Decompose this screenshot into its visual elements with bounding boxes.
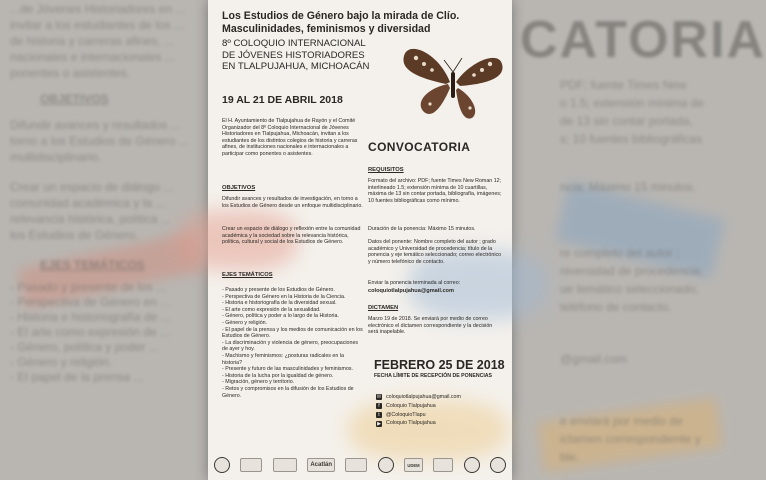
sponsor-logo	[464, 457, 480, 473]
objetivos-text: Difundir avances y resultados de investigación, en torno a los Estudios de Género desde un enfoque multidisciplinario.	[222, 196, 363, 209]
social-links	[376, 393, 506, 428]
social-link-twitter[interactable]	[376, 411, 506, 420]
list-item: - Historia e historiografía de la diversidad sexual.	[222, 300, 364, 307]
background-text-line: - El arte como expresión de ...	[10, 325, 171, 339]
dictamen-heading: DICTAMEN	[368, 305, 399, 311]
sponsor-logo	[433, 458, 453, 472]
poster	[208, 0, 512, 480]
sponsor-logo: Acatlán	[307, 458, 335, 472]
social-text: Coloquio Tlalpujahua	[386, 420, 436, 427]
convocatoria-heading: CONVOCATORIA	[368, 140, 471, 154]
subtitle-line: EN TLALPUJAHUA, MICHOACÁN	[222, 61, 370, 72]
requisitos-heading: REQUISITOS	[368, 167, 404, 173]
requisitos-text: Datos del ponente: Nombre completo del autor ; grado académico y Universidad de procedencia; título de la ponencia y eje temático seleccionado; correo electrónico y número telefónico de contacto.	[368, 239, 502, 265]
objetivos-heading: OBJETIVOS	[222, 185, 256, 191]
sponsor-logo	[345, 458, 367, 472]
background-text-line: invitar a los estudiantes de los ...	[10, 18, 185, 32]
list-item: - Retos y compromisos en la difusión de los Estudios de Género.	[222, 386, 364, 399]
background-text-line: - Pasado y presente de los ...	[10, 280, 167, 294]
background-text-line: ...de Jóvenes Historiadores en ...	[10, 2, 186, 16]
sponsor-logo	[273, 458, 297, 472]
background-text-line: nacionales e internacionales ...	[10, 50, 175, 64]
social-text: Coloquio Tlalpujahua	[386, 402, 436, 409]
background-text-line: torno a los Estudios de Género ...	[10, 134, 189, 148]
contact-email[interactable]: coloquiotlalpujahua@gmail.com	[368, 288, 454, 294]
list-item: - Género y religión.	[222, 320, 364, 327]
background-text-line: comunidad académica y la ...	[10, 196, 166, 210]
event-dates: 19 AL 21 DE ABRIL 2018	[222, 94, 343, 106]
objetivos-text: Crear un espacio de diálogo y reflexión entre la comunidad académica y la sociedad sobre la relevancia histórica, política, cultural y social de los Estudios de Género.	[222, 226, 361, 246]
deadline-subtitle: FECHA LÍMITE DE RECEPCIÓN DE PONENCIAS	[374, 373, 492, 379]
background-text-line: - Perspectiva de Género en ...	[10, 295, 171, 309]
background-text-line: - Historia e historiografía de ...	[10, 310, 171, 324]
background-title: CATORIA	[520, 11, 766, 69]
sponsor-logo	[214, 457, 230, 473]
background-text-line: o 1.5; extensión mínima de	[560, 96, 705, 110]
background-text-line: ponentes o asistentes.	[10, 66, 131, 80]
deadline: FEBRERO 25 DE 2018	[374, 358, 505, 372]
background-text-line: ble.	[560, 450, 580, 464]
social-text: coloquiotlalpujahua@gmail.com	[386, 394, 461, 400]
social-text: @ColoquioTlapu	[386, 411, 426, 418]
background-text-line: EJES TEMÁTICOS	[40, 258, 145, 272]
list-item: - Género, política y poder a lo largo de la Historia.	[222, 313, 364, 320]
mail-icon: ✉	[376, 394, 382, 401]
social-link-youtube[interactable]	[376, 419, 506, 428]
background-text-line: de historia y carreras afines, ...	[10, 34, 175, 48]
social-link-facebook[interactable]	[376, 402, 506, 411]
background-text-line: Difundir avances y resultados ...	[10, 118, 181, 132]
list-item: - Migración, género y territorio.	[222, 379, 364, 386]
subtitle-line: 8º COLOQUIO INTERNACIONAL	[222, 38, 366, 49]
background-text-line: - Género, política y poder ...	[10, 340, 159, 354]
list-item: - Historia de la lucha por la igualdad de género.	[222, 373, 364, 380]
sponsor-logo	[240, 458, 262, 472]
background-text-line: s; 10 fuentes bibliográficas	[560, 132, 703, 146]
butterfly-illustration	[398, 42, 508, 122]
list-item: - Perspectiva de Género en la Historia de la Ciencia.	[222, 294, 364, 301]
intro-paragraph: El H. Ayuntamiento de Tlalpujahua de Rayón y el Comité Organizador del 8º Coloquio Internacional de Jóvenes Historiadores en Tlalpujahua, Michoacán, invitan a los estudiantes de los distintos colegios de historia y carreras afines, de instituciones nacionales e internacionales a participar como ponentes o asistentes.	[222, 118, 358, 157]
background-text-line: ue temático seleccionado;	[560, 282, 699, 296]
requisitos-text: Formato del archivo: PDF; fuente Times New Roman 12; interlineado 1.5; extensión mínima de 10 cuartillas, máxima de 13 sin contar portada, bibliografía, imágenes; 10 fuentes bibliográficas como mínimo.	[368, 178, 502, 204]
list-item: - Machismo y feminismos: ¿posturas radicales en la historia?	[222, 353, 364, 366]
poster-title: Los Estudios de Género bajo la mirada de Clío. Masculinidades, feminismos y diversidad	[222, 10, 460, 35]
dictamen-text: Marzo 19 de 2018. Se enviará por medio de correo electrónico el dictamen correspondiente y la decisión será inapelable.	[368, 316, 493, 336]
background-text-line: - Género y religión.	[10, 355, 113, 369]
sponsor-logo	[490, 457, 506, 473]
background-text-line: re completo del autor ;	[560, 246, 680, 260]
list-item: - Presente y futuro de las masculinidades y feminismos.	[222, 366, 364, 373]
sponsor-logos	[214, 455, 506, 475]
background-text-line: de 13 sin contar portada,	[560, 114, 693, 128]
background-text-line: niversidad de procedencia;	[560, 264, 704, 278]
list-item: - Pasado y presente de los Estudios de Género.	[222, 287, 364, 294]
requisitos-text: Duración de la ponencia: Máximo 15 minutos.	[368, 226, 476, 232]
ejes-list	[222, 287, 364, 399]
background-text-line: los Estudios de Género.	[10, 228, 139, 242]
background-text-line: Crear un espacio de diálogo ...	[10, 180, 174, 194]
ejes-heading: EJES TEMÁTICOS	[222, 272, 273, 278]
background-text-line: relevancia histórica, política ...	[10, 212, 171, 226]
youtube-icon: ▶	[377, 420, 381, 427]
background-text-line: teléfono de contacto.	[560, 300, 672, 314]
sponsor-logo: UDEM	[404, 458, 422, 472]
twitter-icon: t	[376, 412, 382, 418]
background-text-line: OBJETIVOS	[40, 92, 109, 106]
social-link-email[interactable]	[376, 393, 506, 402]
envio-label: Enviar la ponencia terminada al correo:	[368, 280, 461, 286]
sponsor-logo	[378, 457, 394, 473]
subtitle-line: DE JÓVENES HISTORIADORES	[222, 49, 365, 61]
background-text-line: ictamen correspondiente y	[560, 432, 701, 446]
poster-subtitle	[222, 38, 382, 73]
list-item: - El arte como expresión de la sexualidad.	[222, 307, 364, 314]
list-item: - El papel de la prensa y los medios de comunicación en los Estudios de Género.	[222, 327, 364, 340]
background-text-line: @gmail.com	[560, 352, 627, 366]
facebook-icon: f	[376, 403, 382, 409]
background-text-line: PDF; fuente Times New	[560, 78, 687, 92]
background-text-line: ncia: Máximo 15 minutos.	[560, 180, 697, 194]
background-text-line: - El papel de la prensa ...	[10, 370, 144, 384]
background-text-line: multidisciplinario.	[10, 150, 102, 164]
list-item: - La discriminación y violencia de género, preocupaciones de ayer y hoy.	[222, 340, 364, 353]
background-text-line: e enviará por medio de	[560, 414, 683, 428]
